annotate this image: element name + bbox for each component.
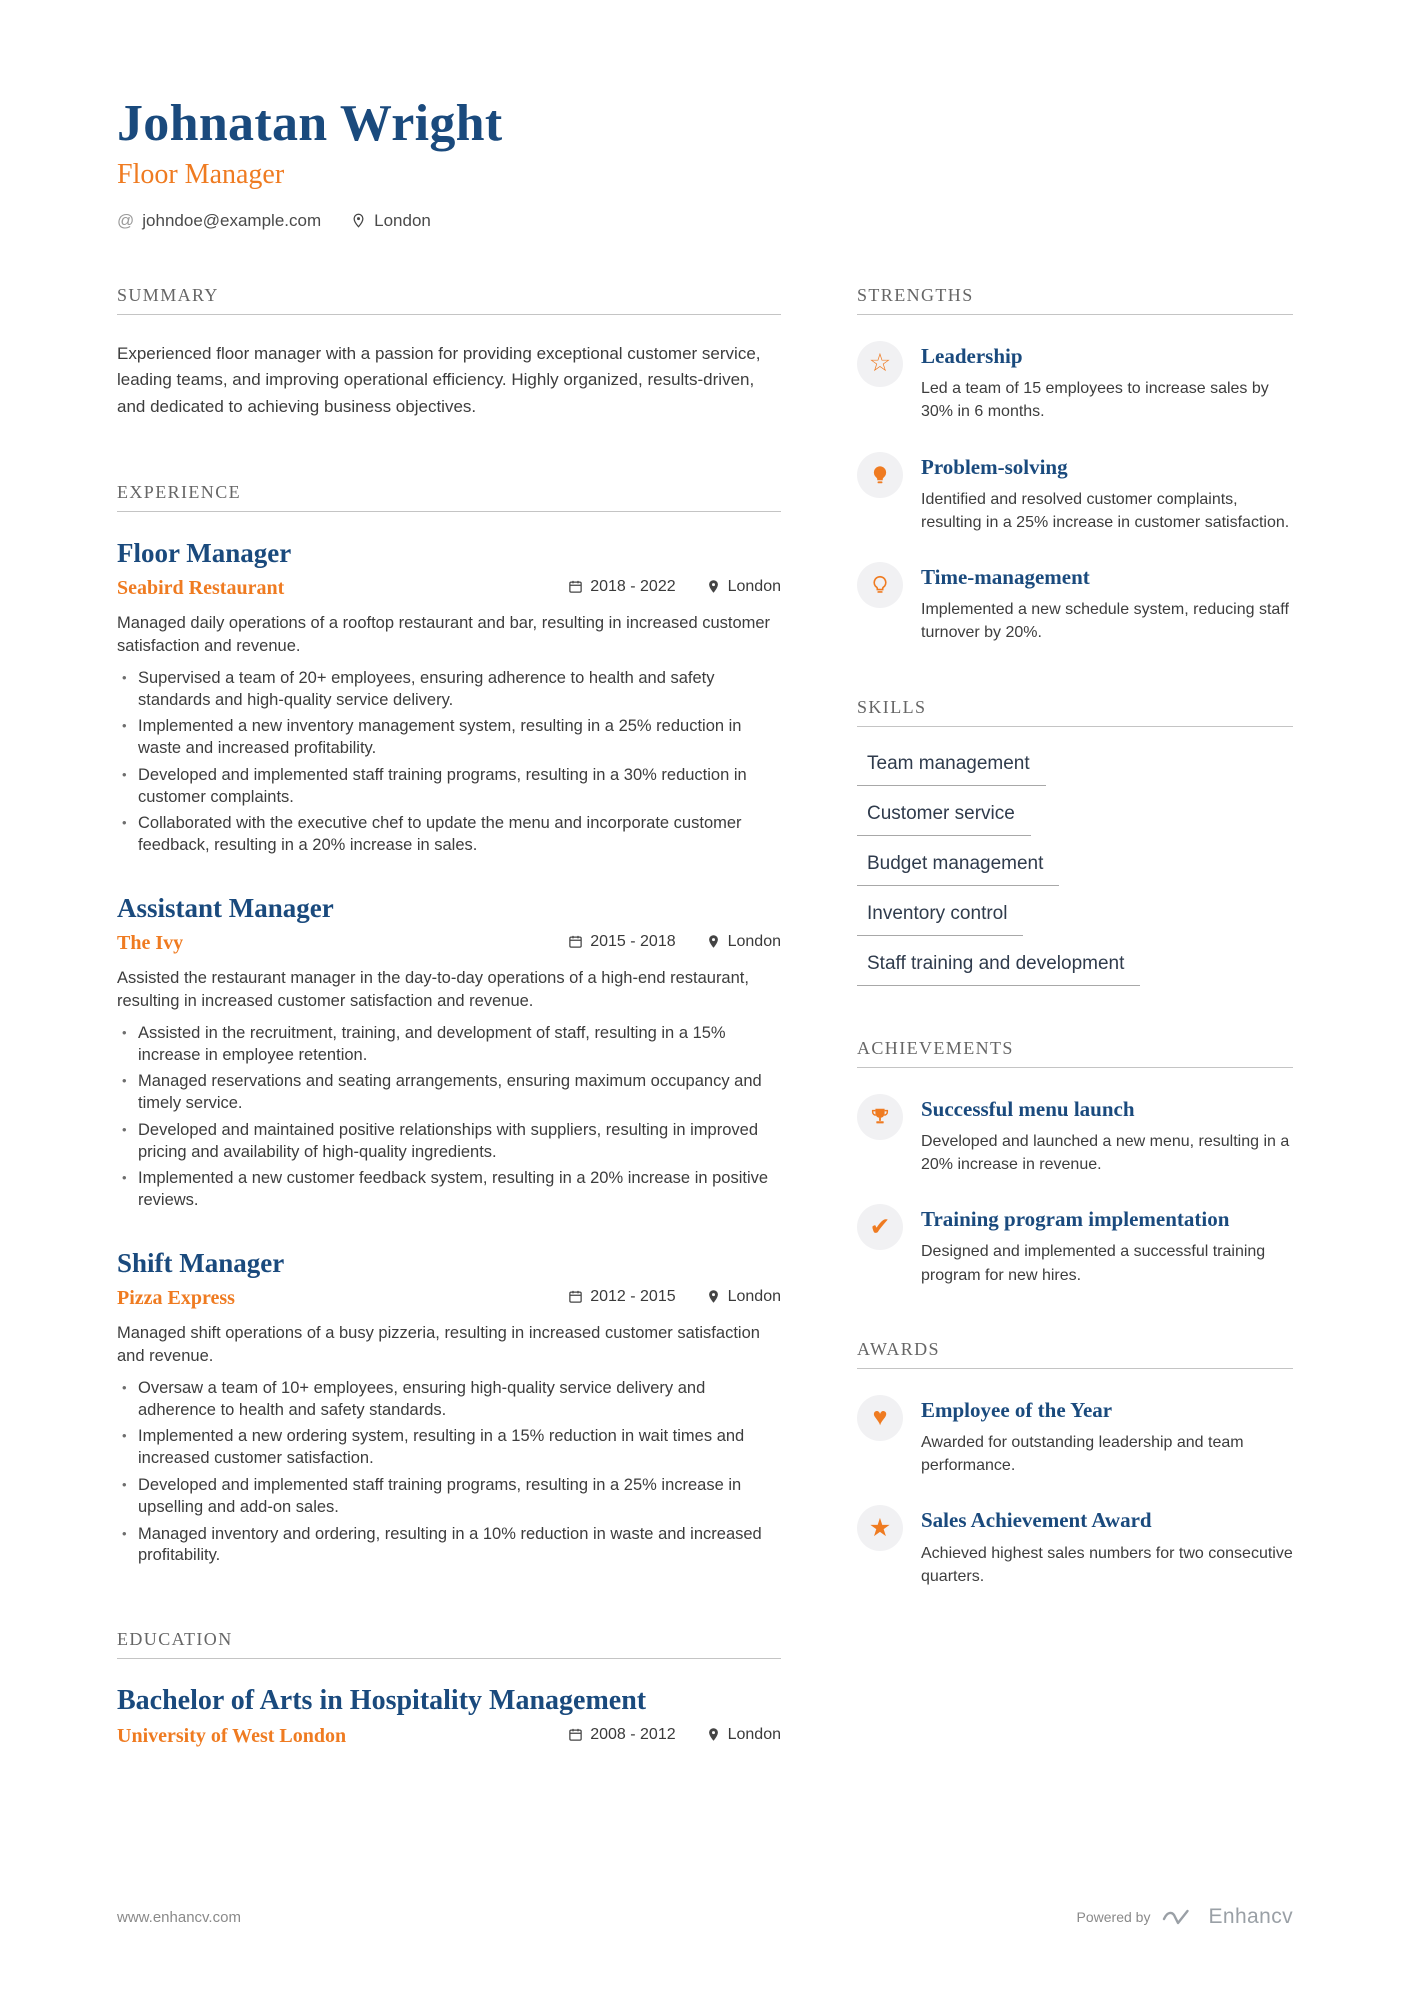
strengths-section bbox=[857, 285, 1293, 645]
job-location bbox=[706, 1288, 781, 1306]
job-bullet: • Managed reservations and seating arrangements, ensuring maximum occupancy and timely service. bbox=[117, 1071, 781, 1115]
education-meta-row bbox=[117, 1725, 781, 1748]
star-icon: ★ bbox=[857, 1505, 903, 1551]
job-bullet: • Assisted in the recruitment, training, and development of staff, resulting in a 15% increase in employee retention. bbox=[117, 1023, 781, 1067]
education-section bbox=[117, 1629, 781, 1748]
job-location bbox=[706, 578, 781, 596]
summary-heading: SUMMARY bbox=[117, 285, 781, 315]
job-location-text: London bbox=[727, 577, 781, 595]
enhancv-brand-name: Enhancv bbox=[1208, 1905, 1293, 1928]
page-footer bbox=[117, 1905, 1293, 1929]
achievements-heading: ACHIEVEMENTS bbox=[857, 1038, 1293, 1068]
award-title: Sales Achievement Award bbox=[921, 1508, 1152, 1533]
strength-title: Leadership bbox=[921, 343, 1023, 368]
strength-item bbox=[857, 452, 1293, 535]
candidate-name: Johnatan Wright bbox=[117, 95, 503, 152]
achievement-text: Developed and launched a new menu, resulting in a 20% increase in revenue. bbox=[921, 1132, 1290, 1174]
degree-title: Bachelor of Arts in Hospitality Management bbox=[117, 1685, 647, 1717]
company-name: Seabird Restaurant bbox=[117, 577, 285, 600]
email-text[interactable]: johndoe@example.com bbox=[142, 210, 322, 230]
job-title: Floor Manager bbox=[117, 537, 292, 568]
strength-title: Time-management bbox=[921, 565, 1090, 590]
achievement-item bbox=[857, 1204, 1293, 1287]
strength-text: Led a team of 15 employees to increase sales by 30% in 6 months. bbox=[921, 380, 1269, 421]
achievement-title: Successful menu launch bbox=[921, 1096, 1135, 1121]
achievements-section bbox=[857, 1038, 1293, 1287]
side-column bbox=[857, 285, 1293, 1748]
job-meta-row bbox=[117, 932, 781, 955]
powered-by-label: Powered by bbox=[1076, 1909, 1151, 1925]
resume-body bbox=[117, 285, 1293, 1748]
experience-section bbox=[117, 482, 781, 1567]
job-meta bbox=[568, 578, 781, 596]
job-meta-row bbox=[117, 577, 781, 600]
check-icon: ✔ bbox=[857, 1204, 903, 1250]
star-icon: ☆ bbox=[857, 341, 903, 387]
education-heading: EDUCATION bbox=[117, 1629, 781, 1659]
job-dates-text: 2015 - 2018 bbox=[590, 932, 676, 950]
contact-row bbox=[117, 211, 1293, 231]
job-bullets bbox=[117, 1023, 781, 1212]
skill-item: Inventory control bbox=[857, 903, 1023, 936]
award-title: Employee of the Year bbox=[921, 1397, 1113, 1422]
location-pin-icon bbox=[706, 1289, 721, 1304]
resume-header bbox=[117, 96, 1293, 231]
summary-section bbox=[117, 285, 781, 420]
job-description: Managed shift operations of a busy pizzeria, resulting in increased customer satisfaction and revenue. bbox=[117, 1324, 760, 1366]
enhancv-website-link[interactable]: www.enhancv.com bbox=[117, 1908, 241, 1926]
job-description: Managed daily operations of a rooftop restaurant and bar, resulting in increased customer satisfaction and revenue. bbox=[117, 614, 771, 656]
calendar-icon bbox=[568, 1289, 583, 1304]
job-bullet: • Oversaw a team of 10+ employees, ensuring high-quality service delivery and adherence to health and safety standards. bbox=[117, 1378, 781, 1422]
location-pin-icon bbox=[351, 213, 366, 228]
award-item bbox=[857, 1505, 1293, 1588]
strength-text: Identified and resolved customer complaints, resulting in a 25% increase in customer satisfaction. bbox=[921, 490, 1290, 531]
school-name: University of West London bbox=[117, 1725, 347, 1748]
main-column bbox=[117, 285, 781, 1748]
skills-section bbox=[857, 697, 1293, 986]
job-bullet: • Implemented a new ordering system, resulting in a 15% reduction in wait times and increased customer satisfaction. bbox=[117, 1426, 781, 1470]
job-meta-row bbox=[117, 1287, 781, 1310]
strength-title: Problem-solving bbox=[921, 454, 1068, 479]
strengths-heading: STRENGTHS bbox=[857, 285, 1293, 315]
powered-by-group[interactable] bbox=[1077, 1905, 1293, 1929]
job-dates-text: 2012 - 2015 bbox=[590, 1287, 676, 1305]
job-dates bbox=[568, 933, 675, 951]
heart-icon: ♥ bbox=[857, 1395, 903, 1441]
award-text: Achieved highest sales numbers for two consecutive quarters. bbox=[921, 1544, 1293, 1585]
education-location-text: London bbox=[727, 1725, 781, 1743]
job-location-text: London bbox=[727, 1287, 781, 1305]
email-icon: @ bbox=[117, 210, 135, 230]
job-location bbox=[706, 933, 781, 951]
summary-text: Experienced floor manager with a passion for providing exceptional customer service, leading teams, and improving operational efficiency. Highly organized, results-driven, and dedicated to achieving business objectives. bbox=[117, 343, 761, 416]
experience-entry bbox=[117, 1248, 781, 1567]
lightbulb-icon bbox=[857, 452, 903, 498]
calendar-icon bbox=[568, 1727, 583, 1742]
strength-item bbox=[857, 562, 1293, 645]
achievement-item bbox=[857, 1094, 1293, 1177]
job-bullet: • Collaborated with the executive chef to update the menu and incorporate customer feedback, resulting in a 20% increase in sales. bbox=[117, 813, 781, 857]
job-dates bbox=[568, 1288, 675, 1306]
calendar-icon bbox=[568, 579, 583, 594]
job-bullet: • Developed and implemented staff training programs, resulting in a 25% increase in upselling and add-on sales. bbox=[117, 1475, 781, 1519]
experience-entry bbox=[117, 893, 781, 1212]
skill-item: Team management bbox=[857, 753, 1046, 786]
experience-heading: EXPERIENCE bbox=[117, 482, 781, 512]
job-dates bbox=[568, 578, 675, 596]
awards-heading: AWARDS bbox=[857, 1339, 1293, 1369]
achievement-text: Designed and implemented a successful training program for new hires. bbox=[921, 1243, 1266, 1284]
job-dates-text: 2018 - 2022 bbox=[590, 577, 676, 595]
skill-item: Customer service bbox=[857, 803, 1031, 836]
job-meta bbox=[568, 933, 781, 951]
skill-item: Budget management bbox=[857, 853, 1059, 886]
achievement-title: Training program implementation bbox=[921, 1207, 1230, 1232]
strength-item bbox=[857, 341, 1293, 424]
job-bullet: • Developed and implemented staff training programs, resulting in a 30% reduction in customer complaints. bbox=[117, 765, 781, 809]
award-text: Awarded for outstanding leadership and team performance. bbox=[921, 1433, 1244, 1475]
education-dates bbox=[568, 1726, 675, 1744]
email-contact bbox=[117, 211, 321, 231]
location-text: London bbox=[374, 210, 431, 230]
education-location bbox=[706, 1726, 781, 1744]
job-bullet: • Managed inventory and ordering, resulting in a 10% reduction in waste and increased profitability. bbox=[117, 1524, 781, 1568]
company-name: Pizza Express bbox=[117, 1287, 235, 1310]
skills-heading: SKILLS bbox=[857, 697, 1293, 727]
awards-section bbox=[857, 1339, 1293, 1588]
trophy-icon bbox=[857, 1094, 903, 1140]
job-title: Assistant Manager bbox=[117, 893, 334, 923]
company-name: The Ivy bbox=[117, 932, 184, 955]
calendar-icon bbox=[568, 934, 583, 949]
education-dates-text: 2008 - 2012 bbox=[590, 1725, 676, 1743]
job-title: Shift Manager bbox=[117, 1248, 285, 1279]
location-pin-icon bbox=[706, 1727, 721, 1742]
job-bullets bbox=[117, 668, 781, 857]
job-bullet: • Implemented a new inventory management system, resulting in a 25% reduction in waste and increased profitability. bbox=[117, 716, 781, 760]
location-pin-icon bbox=[706, 934, 721, 949]
education-meta bbox=[568, 1726, 781, 1744]
enhancv-logo-icon bbox=[1162, 1907, 1196, 1927]
job-meta bbox=[568, 1288, 781, 1306]
job-bullet: • Supervised a team of 20+ employees, ensuring adherence to health and safety standards and high-quality service delivery. bbox=[117, 668, 781, 712]
location-contact bbox=[351, 211, 431, 231]
job-bullet: • Developed and maintained positive relationships with suppliers, resulting in improved pricing and availability of high-quality ingredients. bbox=[117, 1120, 781, 1164]
experience-entry bbox=[117, 538, 781, 857]
location-pin-icon bbox=[706, 579, 721, 594]
job-bullets bbox=[117, 1378, 781, 1567]
strength-text: Implemented a new schedule system, reducing staff turnover by 20%. bbox=[921, 601, 1289, 642]
job-location-text: London bbox=[727, 932, 781, 950]
award-item bbox=[857, 1395, 1293, 1478]
job-bullet: • Implemented a new customer feedback system, resulting in a 20% increase in positive reviews. bbox=[117, 1168, 781, 1212]
lightbulb-icon bbox=[857, 562, 903, 608]
skill-item: Staff training and development bbox=[857, 953, 1140, 986]
job-description: Assisted the restaurant manager in the day-to-day operations of a high-end restaurant, resulting in increased customer satisfaction and revenue. bbox=[117, 969, 749, 1011]
candidate-title: Floor Manager bbox=[117, 159, 285, 191]
